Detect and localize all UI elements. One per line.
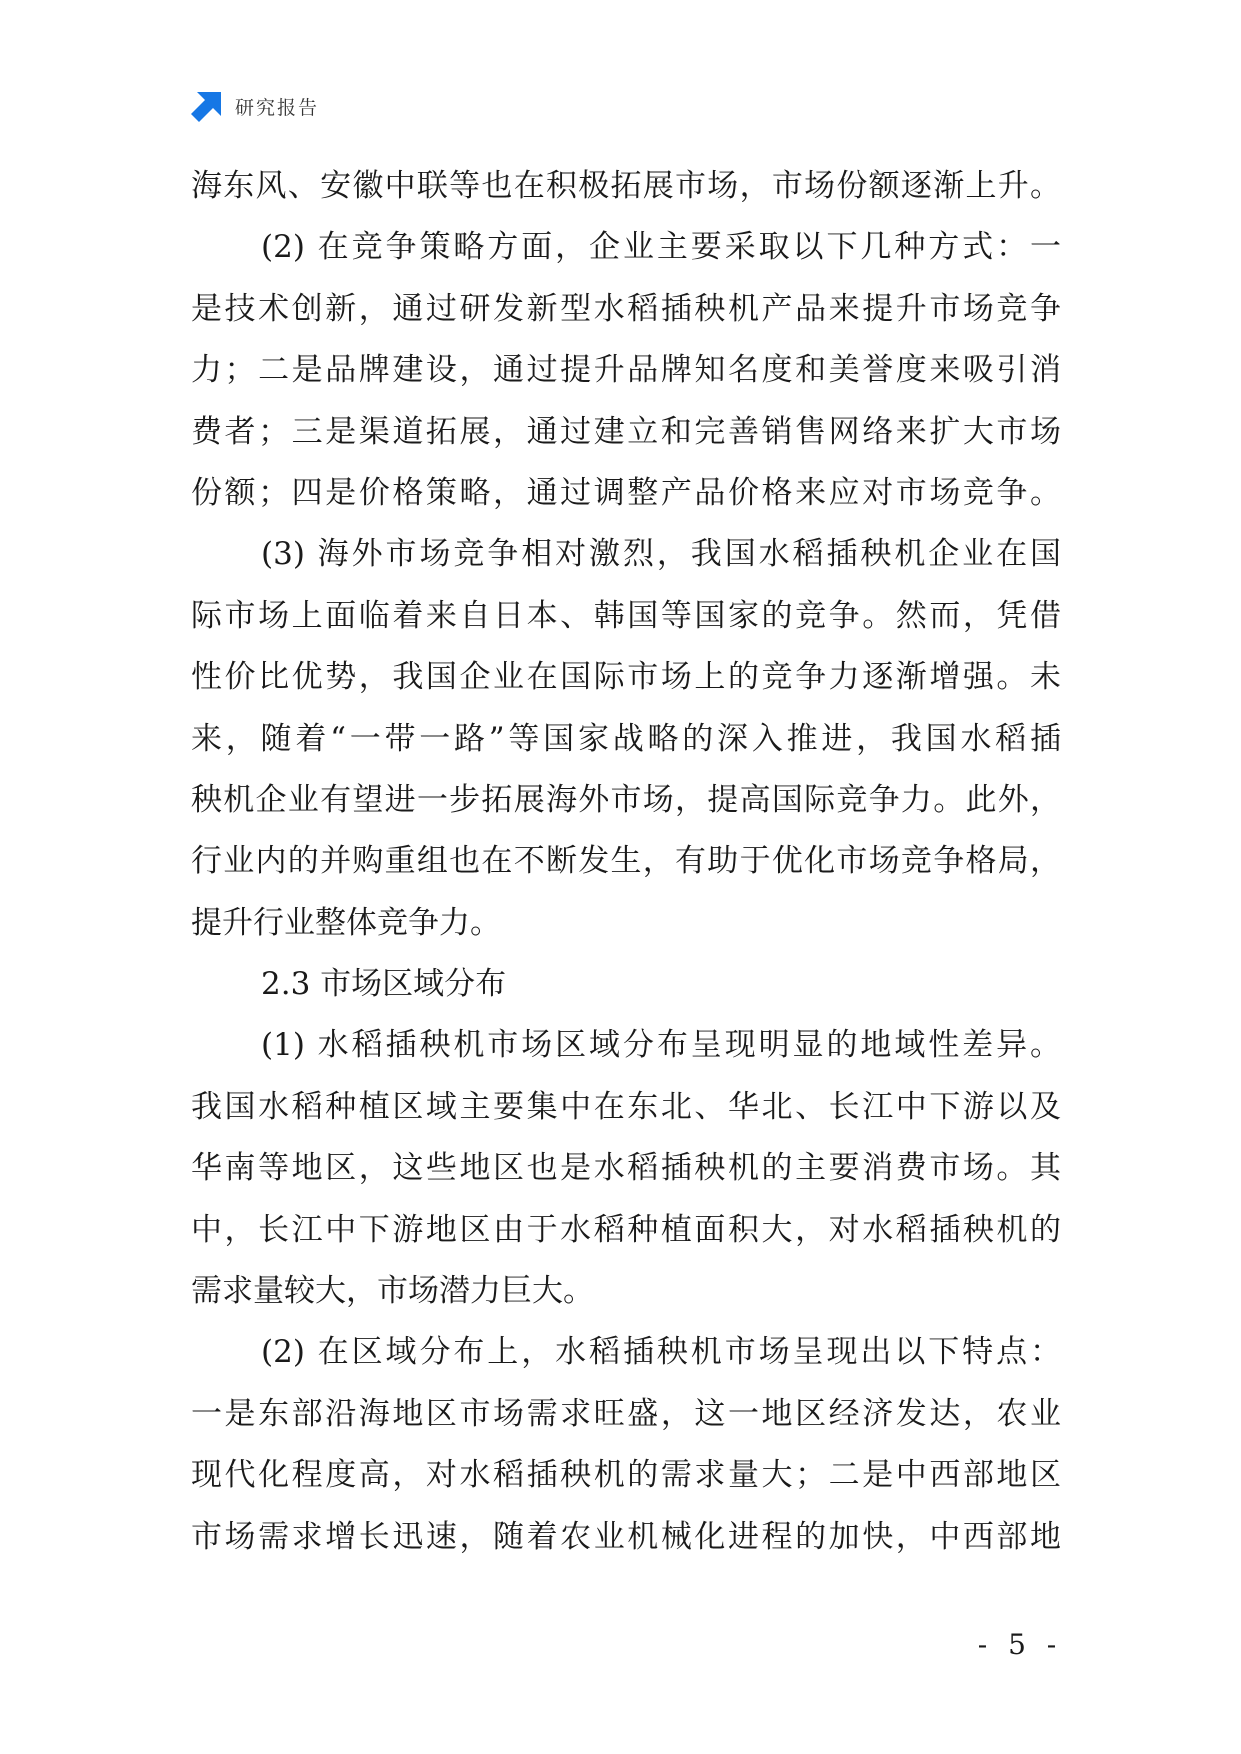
paragraph-line: 海东风、安徽中联等也在积极拓展市场，市场份额逐渐上升。: [191, 168, 1061, 204]
paragraph-line: 我国水稻种植区域主要集中在东北、华北、长江中下游以及: [191, 1088, 1061, 1125]
report-header: [191, 88, 319, 124]
paragraph-line: 现代化程度高，对水稻插秧机的需求量大；二是中西部地区: [191, 1457, 1061, 1494]
paragraph-line: (2) 在竞争策略方面，企业主要采取以下几种方式：一: [261, 229, 1061, 266]
paragraph-line: 是技术创新，通过研发新型水稻插秧机产品来提升市场竞争: [191, 290, 1061, 327]
paragraph-line: (1) 水稻插秧机市场区域分布呈现明显的地域性差异。: [261, 1027, 1061, 1064]
paragraph-line: 需求量较大，市场潜力巨大。: [191, 1273, 594, 1310]
page-number: - 5 -: [977, 1628, 1063, 1661]
paragraph-line: 华南等地区，这些地区也是水稻插秧机的主要消费市场。其: [191, 1150, 1061, 1187]
paragraph-line: (3) 海外市场竞争相对激烈，我国水稻插秧机企业在国: [261, 536, 1061, 573]
paragraph-line: 性价比优势，我国企业在国际市场上的竞争力逐渐增强。未: [191, 659, 1061, 696]
paragraph-line: 行业内的并购重组也在不断发生，有助于优化市场竞争格局，: [191, 843, 1061, 880]
paragraph-line: 秧机企业有望进一步拓展海外市场，提高国际竞争力。此外，: [191, 781, 1061, 818]
paragraph-line: 中，长江中下游地区由于水稻种植面积大，对水稻插秧机的: [191, 1211, 1061, 1248]
paragraph-line: 力；二是品牌建设，通过提升品牌知名度和美誉度来吸引消: [191, 352, 1061, 389]
paragraph-line: 费者；三是渠道拓展，通过建立和完善销售网络来扩大市场: [191, 413, 1061, 450]
paragraph-line: 份额；四是价格策略，通过调整产品价格来应对市场竞争。: [191, 474, 1061, 511]
report-body: [191, 156, 1061, 1568]
paragraph-line: 来，随着“一带一路”等国家战略的深入推进，我国水稻插: [191, 720, 1061, 757]
arrow-up-right-icon: [191, 90, 223, 122]
header-title: 研究报告: [235, 96, 320, 119]
paragraph-line: 提升行业整体竞争力。: [191, 904, 501, 941]
section-heading: 2.3 市场区域分布: [261, 966, 507, 1003]
paragraph-line: 际市场上面临着来自日本、韩国等国家的竞争。然而，凭借: [191, 597, 1061, 634]
paragraph-line: 一是东部沿海地区市场需求旺盛，这一地区经济发达，农业: [191, 1395, 1061, 1432]
paragraph-line: (2) 在区域分布上，水稻插秧机市场呈现出以下特点：: [261, 1334, 1061, 1371]
paragraph-line: 市场需求增长迅速，随着农业机械化进程的加快，中西部地: [191, 1518, 1061, 1555]
